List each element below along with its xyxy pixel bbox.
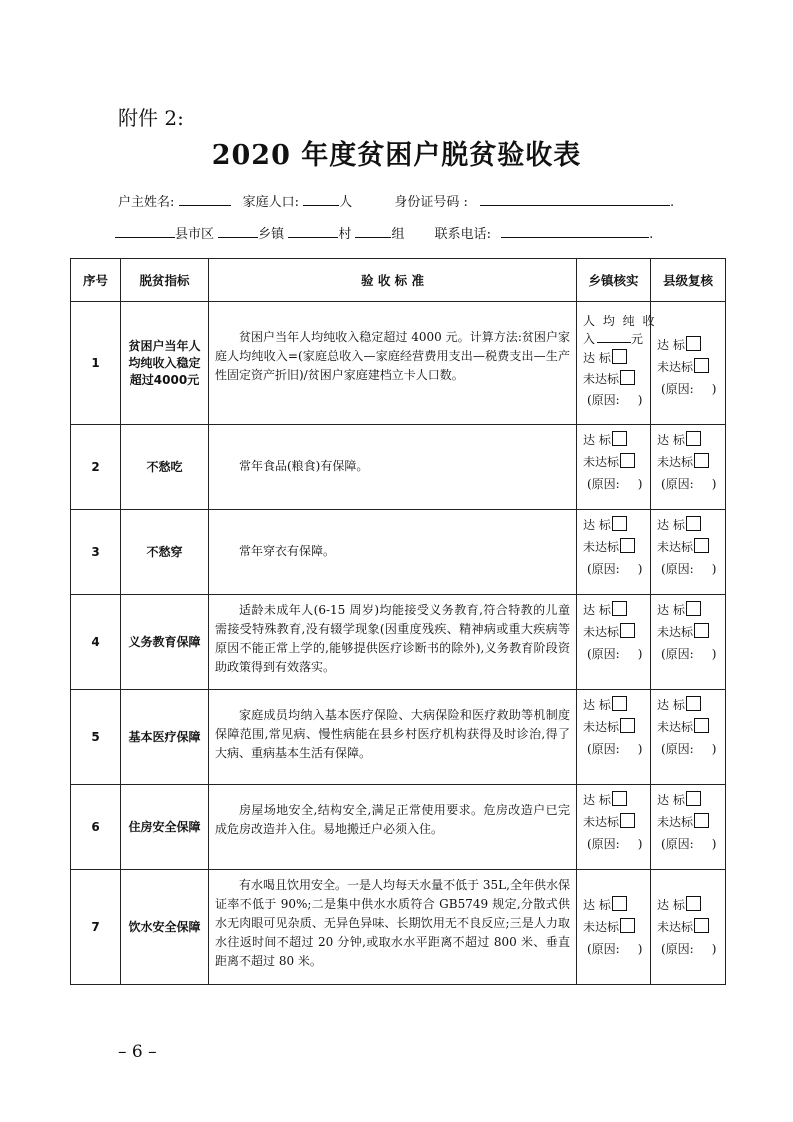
householder-field[interactable] (179, 193, 231, 206)
pass-label: 达 标 (657, 518, 685, 532)
reason-end: ) (711, 942, 717, 956)
village-field[interactable] (288, 225, 338, 238)
family-size-field[interactable] (303, 193, 339, 206)
fail-label: 未达标 (583, 720, 620, 734)
pass-checkbox[interactable] (612, 696, 627, 711)
fail-checkbox[interactable] (694, 718, 709, 733)
fail-checkbox[interactable] (620, 718, 635, 733)
pass-label: 达 标 (657, 433, 685, 447)
row-number: 4 (71, 595, 121, 690)
fail-label: 未达标 (583, 625, 620, 639)
reason-label: (原因: (587, 477, 620, 491)
phone-field[interactable] (501, 225, 649, 238)
reason-label: (原因: (587, 837, 620, 851)
county-review-cell (651, 870, 726, 985)
row-number: 2 (71, 425, 121, 510)
group-label: 组 (391, 227, 405, 242)
table-row (71, 510, 726, 595)
fail-checkbox[interactable] (694, 623, 709, 638)
reason-label: (原因: (587, 393, 620, 407)
indicator-cell: 不愁穿 (121, 510, 209, 595)
row-number: 1 (71, 302, 121, 425)
table-row (71, 690, 726, 785)
pass-checkbox[interactable] (612, 516, 627, 531)
standard-cell: 贫困户当年人均纯收入稳定超过 4000 元。计算方法:贫困户家庭人均纯收入=(家庭总收入—家庭经营费用支出—税费支出—生产性固定资产折旧)/贫困户家庭建档立卡人口数。 (209, 302, 577, 425)
reason-end: ) (711, 742, 717, 756)
indicator-cell: 贫困户当年人均纯收入稳定超过4000元 (121, 302, 209, 425)
info-line-2 (115, 223, 653, 242)
county-review-cell (651, 302, 726, 425)
town-check-cell (577, 425, 651, 510)
fail-label: 未达标 (583, 815, 620, 829)
period: . (670, 195, 675, 210)
info-line-1 (118, 191, 674, 210)
id-label: 身份证号码 : (394, 195, 468, 210)
row-number: 3 (71, 510, 121, 595)
standard-cell: 常年食品(粮食)有保障。 (209, 425, 577, 510)
reason-end: ) (637, 393, 643, 407)
fail-checkbox[interactable] (694, 538, 709, 553)
fail-label: 未达标 (657, 360, 694, 374)
fail-label: 未达标 (657, 920, 694, 934)
table-row (71, 870, 726, 985)
fail-label: 未达标 (583, 372, 620, 386)
county-review-cell (651, 595, 726, 690)
period: . (649, 227, 654, 242)
pass-checkbox[interactable] (686, 516, 701, 531)
indicator-cell: 义务教育保障 (121, 595, 209, 690)
table-row (71, 425, 726, 510)
standard-cell: 家庭成员均纳入基本医疗保险、大病保险和医疗救助等机制度保障范围,常见病、慢性病能在县乡村医疗机构获得及时诊治,得了大病、重病基本生活有保障。 (209, 690, 577, 785)
reason-end: ) (711, 647, 717, 661)
person-unit: 人 (339, 195, 353, 210)
county-review-cell (651, 510, 726, 595)
row-number: 7 (71, 870, 121, 985)
reason-label: (原因: (661, 742, 694, 756)
county-review-cell (651, 425, 726, 510)
reason-label: (原因: (661, 382, 694, 396)
reason-end: ) (711, 562, 717, 576)
pass-label: 达 标 (583, 698, 611, 712)
income-line-1: 人 均 纯 收 (583, 314, 657, 328)
town-check-cell (577, 510, 651, 595)
fail-label: 未达标 (657, 625, 694, 639)
reason-end: ) (637, 742, 643, 756)
header-indicator: 脱贫指标 (121, 259, 209, 302)
pass-label: 达 标 (657, 603, 685, 617)
reason-label: (原因: (661, 942, 694, 956)
pass-label: 达 标 (583, 793, 611, 807)
reason-end: ) (711, 477, 717, 491)
table-row (71, 785, 726, 870)
fail-checkbox[interactable] (694, 918, 709, 933)
pass-checkbox[interactable] (612, 896, 627, 911)
reason-end: ) (637, 477, 643, 491)
reason-label: (原因: (661, 837, 694, 851)
fail-checkbox[interactable] (694, 453, 709, 468)
phone-label: 联系电话: (434, 227, 492, 242)
income-line-2: 入 元 (583, 332, 646, 346)
standard-cell: 常年穿衣有保障。 (209, 510, 577, 595)
pass-checkbox[interactable] (686, 896, 701, 911)
income-field[interactable] (597, 330, 631, 343)
header-town-check: 乡镇核实 (577, 259, 651, 302)
fail-checkbox[interactable] (694, 813, 709, 828)
reason-end: ) (637, 562, 643, 576)
pass-checkbox[interactable] (686, 696, 701, 711)
fail-label: 未达标 (583, 920, 620, 934)
town-check-cell (577, 302, 657, 425)
table-row (71, 302, 726, 425)
town-check-cell (577, 785, 651, 870)
reason-end: ) (637, 942, 643, 956)
reason-label: (原因: (661, 647, 694, 661)
fail-checkbox[interactable] (620, 538, 635, 553)
reason-label: (原因: (661, 477, 694, 491)
indicator-cell: 住房安全保障 (121, 785, 209, 870)
county-review-cell (651, 785, 726, 870)
pass-label: 达 标 (657, 338, 685, 352)
pass-checkbox[interactable] (686, 431, 701, 446)
reason-end: ) (711, 837, 717, 851)
pass-checkbox[interactable] (686, 601, 701, 616)
header-no: 序号 (71, 259, 121, 302)
fail-checkbox[interactable] (694, 358, 709, 373)
pass-checkbox[interactable] (612, 431, 627, 446)
pass-checkbox[interactable] (612, 601, 627, 616)
indicator-cell: 不愁吃 (121, 425, 209, 510)
standard-cell: 有水喝且饮用安全。一是人均每天水量不低于 35L,全年供水保证率不低于 90%;二是集中供水水质符合 GB5749 规定,分散式供水无肉眼可见杂质、无异色异味、长期饮用无不良反应;三是人力取水往返时间不超过 20 分钟,或取水水平距离不超过 800 米、垂直距离不超过 80 米。 (209, 870, 577, 985)
pass-checkbox[interactable] (686, 791, 701, 806)
table-header-row (71, 259, 726, 302)
fail-checkbox[interactable] (620, 623, 635, 638)
standard-cell: 适龄未成年人(6-15 周岁)均能接受义务教育,符合特教的儿童需接受特殊教育,没有辍学现象(因重度残疾、精神病或重大疾病等原因不能正常上学的,能够提供医疗诊断书的除外),义务教育阶段资助政策得到有效落实。 (209, 595, 577, 690)
town-check-cell (577, 870, 651, 985)
town-check-cell (577, 595, 651, 690)
table-row (71, 595, 726, 690)
pass-label: 达 标 (657, 698, 685, 712)
reason-end: ) (637, 647, 643, 661)
indicator-cell: 饮水安全保障 (121, 870, 209, 985)
page-title: 2020 年度贫困户脱贫验收表 (211, 140, 582, 171)
fail-label: 未达标 (657, 455, 694, 469)
town-field[interactable] (218, 225, 258, 238)
standard-cell: 房屋场地安全,结构安全,满足正常使用要求。危房改造户已完成危房改造并入住。易地搬迁户必须入住。 (209, 785, 577, 870)
pass-label: 达 标 (583, 898, 611, 912)
fail-checkbox[interactable] (620, 370, 635, 385)
id-number-field[interactable] (480, 193, 670, 206)
pass-checkbox[interactable] (612, 349, 627, 364)
reason-label: (原因: (587, 647, 620, 661)
pass-label: 达 标 (657, 898, 685, 912)
fail-checkbox[interactable] (620, 813, 635, 828)
town-check-cell (577, 690, 651, 785)
pass-label: 达 标 (583, 351, 611, 365)
town-label: 乡镇 (258, 227, 285, 242)
reason-label: (原因: (587, 562, 620, 576)
group-field[interactable] (355, 225, 391, 238)
county-label: 县市区 (175, 227, 215, 242)
family-size-label: 家庭人口: (242, 195, 300, 210)
reason-end: ) (637, 837, 643, 851)
householder-label: 户主姓名: (118, 195, 175, 210)
pass-checkbox[interactable] (612, 791, 627, 806)
reason-label: (原因: (587, 942, 620, 956)
fail-label: 未达标 (583, 455, 620, 469)
fail-label: 未达标 (657, 815, 694, 829)
fail-checkbox[interactable] (620, 453, 635, 468)
reason-label: (原因: (587, 742, 620, 756)
fail-label: 未达标 (657, 540, 694, 554)
pass-label: 达 标 (583, 603, 611, 617)
pass-label: 达 标 (583, 518, 611, 532)
header-county-review: 县级复核 (651, 259, 726, 302)
pass-label: 达 标 (657, 793, 685, 807)
pass-label: 达 标 (583, 433, 611, 447)
attachment-label: 附件 2: (118, 106, 184, 130)
fail-checkbox[interactable] (620, 918, 635, 933)
fail-label: 未达标 (583, 540, 620, 554)
acceptance-table (70, 258, 726, 985)
reason-end: ) (711, 382, 717, 396)
county-review-cell (651, 690, 726, 785)
fail-label: 未达标 (657, 720, 694, 734)
county-field[interactable] (115, 225, 175, 238)
village-label: 村 (338, 227, 352, 242)
header-standard: 验 收 标 准 (209, 259, 577, 302)
indicator-cell: 基本医疗保障 (121, 690, 209, 785)
page-number: – 6 – (118, 1042, 157, 1062)
reason-label: (原因: (661, 562, 694, 576)
pass-checkbox[interactable] (686, 336, 701, 351)
row-number: 6 (71, 785, 121, 870)
row-number: 5 (71, 690, 121, 785)
